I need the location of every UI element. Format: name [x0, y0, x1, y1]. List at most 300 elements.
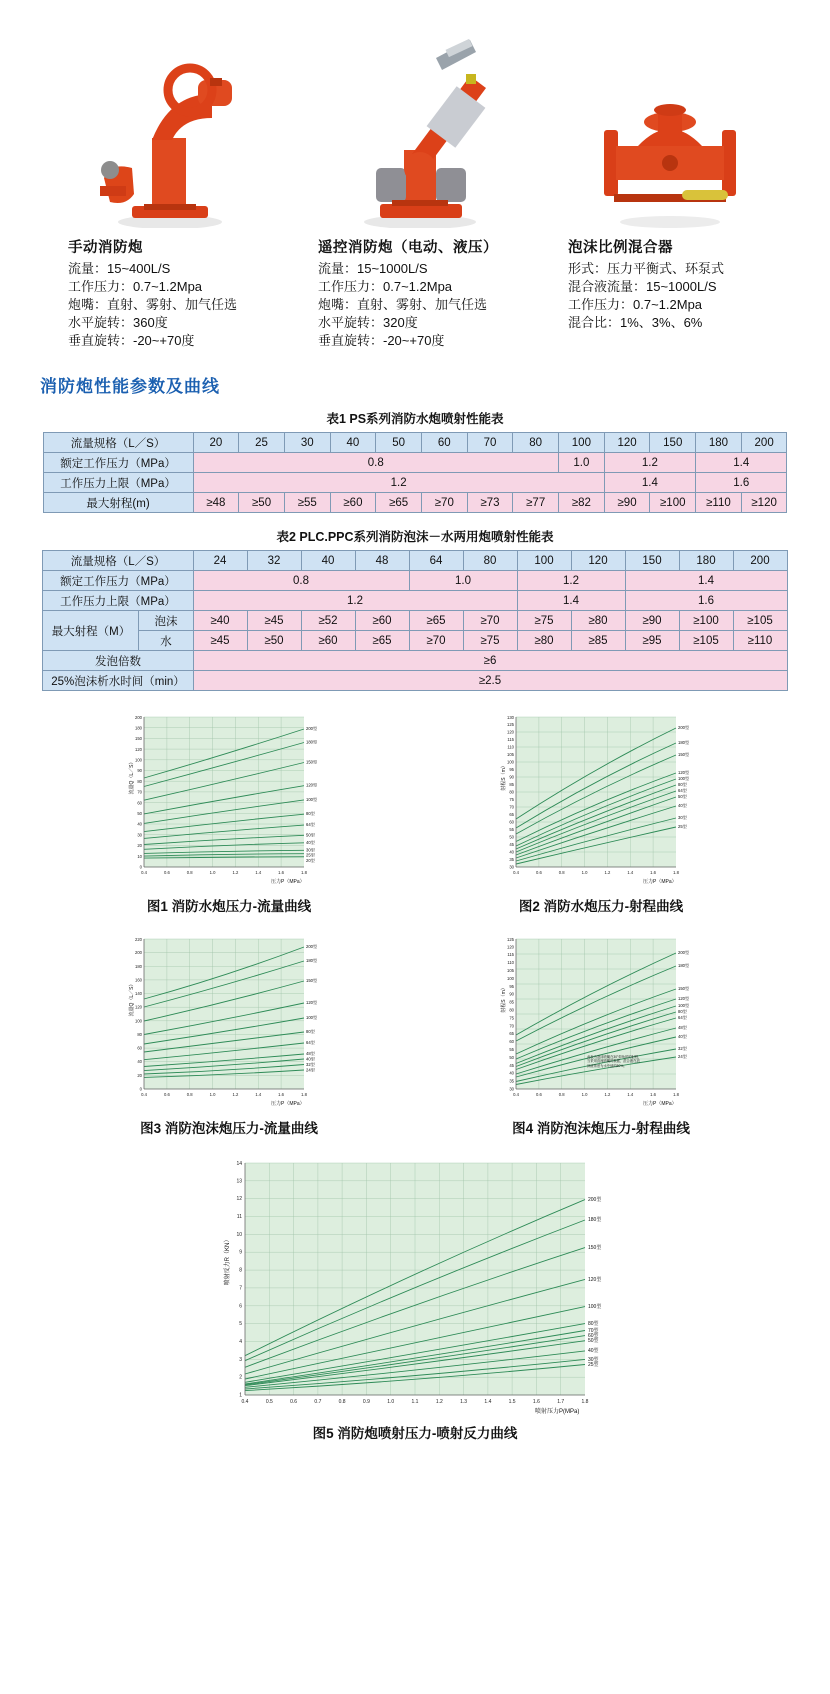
table-row — [43, 551, 787, 571]
row-label: 额定工作压力（MPa） — [43, 571, 193, 591]
svg-text:100型: 100型 — [678, 1003, 690, 1008]
svg-text:0.4: 0.4 — [513, 1092, 519, 1097]
cell: ≥48 — [193, 493, 239, 513]
cell: 50 — [376, 433, 422, 453]
cell: ≥60 — [301, 631, 355, 651]
svg-text:0.8: 0.8 — [338, 1399, 346, 1405]
svg-text:2: 2 — [239, 1374, 242, 1381]
svg-text:1.4: 1.4 — [484, 1399, 492, 1405]
svg-text:200: 200 — [135, 715, 142, 720]
fig3-series-labels — [306, 943, 317, 1073]
svg-text:80: 80 — [137, 1032, 142, 1037]
svg-text:110: 110 — [507, 744, 514, 750]
cell: 1.4 — [625, 571, 787, 591]
svg-text:105: 105 — [507, 968, 514, 973]
svg-text:25型: 25型 — [588, 1362, 599, 1368]
table2-caption: 表2 PLC.PPC系列消防泡沫－水两用炮喷射性能表 — [276, 530, 554, 544]
svg-text:10: 10 — [137, 853, 142, 859]
fig2-series-labels — [678, 724, 689, 829]
svg-text:4: 4 — [239, 1339, 242, 1345]
product-card-remote-monitor — [290, 18, 540, 350]
svg-text:35: 35 — [509, 1078, 514, 1084]
svg-text:40型: 40型 — [588, 1348, 599, 1354]
product-spec-list — [318, 260, 540, 350]
fig3-xlabel: 压力P（MPa） — [271, 1101, 305, 1107]
row-label: 流量规格（L／S） — [43, 551, 193, 571]
svg-text:0: 0 — [139, 1086, 142, 1092]
svg-text:0.4: 0.4 — [513, 870, 519, 875]
svg-text:80: 80 — [509, 1007, 514, 1013]
svg-text:125: 125 — [507, 722, 514, 727]
fig1-plot — [56, 707, 402, 892]
svg-text:1.3: 1.3 — [460, 1399, 468, 1405]
svg-text:32型: 32型 — [306, 1062, 315, 1067]
cell: 0.8 — [193, 453, 559, 473]
svg-text:0.7: 0.7 — [314, 1399, 322, 1405]
svg-text:120: 120 — [135, 746, 142, 752]
svg-text:0.6: 0.6 — [535, 1092, 542, 1097]
cell: ≥70 — [463, 611, 517, 631]
cell: ≥2.5 — [193, 671, 787, 691]
svg-text:150型: 150型 — [306, 759, 318, 765]
svg-text:0: 0 — [139, 864, 142, 870]
cell: ≥95 — [625, 631, 679, 651]
cell: 80 — [463, 551, 517, 571]
table-row — [43, 611, 787, 631]
svg-text:48型: 48型 — [678, 1025, 687, 1030]
cell: 40 — [301, 551, 355, 571]
svg-text:1: 1 — [239, 1392, 242, 1399]
svg-text:7: 7 — [239, 1285, 242, 1292]
cell: ≥65 — [355, 631, 409, 651]
svg-text:24型: 24型 — [306, 1067, 315, 1073]
svg-text:90: 90 — [509, 774, 514, 780]
cell: ≥75 — [463, 631, 517, 651]
cell: ≥80 — [517, 631, 571, 651]
spec-item: 混合比：1%、3%、6% — [568, 315, 703, 330]
table-row — [43, 591, 787, 611]
svg-text:115: 115 — [507, 737, 514, 742]
cell: ≥77 — [513, 493, 559, 513]
svg-text:200型: 200型 — [306, 726, 318, 731]
cell: ≥70 — [421, 493, 467, 513]
cell: 32 — [247, 551, 301, 571]
svg-text:180: 180 — [135, 963, 142, 969]
cell: ≥100 — [650, 493, 696, 513]
svg-text:30型: 30型 — [588, 1357, 599, 1363]
svg-text:200型: 200型 — [678, 725, 690, 730]
svg-text:70型: 70型 — [588, 1328, 599, 1334]
svg-text:180型: 180型 — [588, 1217, 602, 1223]
cell: 1.0 — [409, 571, 517, 591]
table-plc-ppc-series-performance — [42, 550, 787, 691]
svg-text:1.6: 1.6 — [650, 1092, 657, 1097]
svg-text:30: 30 — [509, 864, 514, 870]
cell: 1.0 — [559, 453, 605, 473]
chart-fig5 — [85, 1151, 745, 1442]
fig5-series-labels — [588, 1196, 601, 1368]
cell: 1.4 — [696, 453, 787, 473]
svg-text:95: 95 — [509, 983, 514, 989]
manual-fire-monitor-photo — [50, 18, 290, 228]
svg-text:80型: 80型 — [306, 811, 315, 817]
svg-text:150: 150 — [135, 736, 142, 742]
spec-item: 工作压力：0.7~1.2Mpa — [68, 279, 203, 294]
cell: 60 — [421, 433, 467, 453]
svg-text:55: 55 — [509, 827, 514, 832]
svg-text:64型: 64型 — [306, 822, 315, 828]
svg-text:100型: 100型 — [306, 796, 318, 802]
svg-text:25型: 25型 — [678, 824, 687, 829]
svg-text:220: 220 — [135, 937, 142, 942]
svg-text:0.8: 0.8 — [558, 1092, 565, 1097]
svg-text:50型: 50型 — [306, 832, 315, 838]
cell: 150 — [625, 551, 679, 571]
svg-text:65: 65 — [509, 812, 514, 817]
svg-text:10: 10 — [236, 1231, 242, 1238]
svg-text:180型: 180型 — [306, 958, 318, 963]
svg-text:80: 80 — [509, 789, 514, 795]
table-row — [43, 651, 787, 671]
svg-text:8: 8 — [239, 1267, 242, 1274]
cell: ≥110 — [696, 493, 742, 513]
cell: 25 — [239, 433, 285, 453]
svg-text:20型: 20型 — [306, 858, 315, 863]
table-row — [43, 433, 787, 453]
svg-text:100型: 100型 — [306, 1015, 318, 1020]
cell: 1.4 — [604, 473, 695, 493]
cell: ≥52 — [301, 611, 355, 631]
svg-text:130: 130 — [507, 715, 514, 720]
svg-text:150型: 150型 — [678, 986, 690, 991]
svg-text:30型: 30型 — [678, 815, 687, 820]
svg-text:20: 20 — [137, 843, 142, 849]
chart-row-2 — [35, 929, 795, 1147]
svg-text:14: 14 — [236, 1161, 242, 1167]
svg-text:0.4: 0.4 — [141, 1092, 147, 1097]
spec-item: 炮嘴：直射、雾射、加气任选 — [68, 297, 238, 312]
svg-text:80型: 80型 — [678, 782, 687, 787]
svg-text:64型: 64型 — [678, 1015, 687, 1020]
svg-text:90: 90 — [509, 991, 514, 997]
fig5-xlabel: 喷射压力P(MPa) — [535, 1409, 580, 1415]
svg-text:3: 3 — [239, 1356, 242, 1363]
svg-text:1.6: 1.6 — [532, 1399, 540, 1405]
svg-text:1.8: 1.8 — [673, 1092, 679, 1097]
table-row — [43, 571, 787, 591]
row-label: 额定工作压力（MPa） — [43, 453, 193, 473]
svg-text:11: 11 — [236, 1214, 242, 1220]
cell: 1.6 — [696, 473, 787, 493]
cell: ≥90 — [625, 611, 679, 631]
svg-text:160: 160 — [135, 977, 142, 983]
svg-text:120: 120 — [507, 729, 514, 735]
fig3-plot — [56, 929, 402, 1114]
svg-text:200型: 200型 — [306, 944, 318, 949]
svg-text:50: 50 — [509, 834, 514, 840]
cell: ≥40 — [193, 611, 247, 631]
svg-text:60: 60 — [509, 1039, 514, 1045]
svg-text:30: 30 — [137, 832, 142, 838]
svg-text:40型: 40型 — [306, 1056, 315, 1062]
cell: 48 — [355, 551, 409, 571]
svg-text:105: 105 — [507, 752, 514, 757]
fig3-title: 图3 消防泡沫炮压力-流量曲线 — [140, 1121, 318, 1136]
cell: 150 — [650, 433, 696, 453]
svg-text:120型: 120型 — [306, 1000, 318, 1005]
svg-text:50: 50 — [137, 811, 142, 816]
svg-text:64型: 64型 — [306, 1040, 315, 1045]
svg-text:1.0: 1.0 — [209, 870, 216, 875]
cell: ≥60 — [330, 493, 376, 513]
svg-text:6: 6 — [239, 1303, 242, 1310]
table1-caption: 表1 PS系列消防水炮喷射性能表 — [326, 412, 504, 426]
cell: 1.2 — [517, 571, 625, 591]
svg-text:1.5: 1.5 — [508, 1399, 516, 1405]
svg-text:1.2: 1.2 — [604, 870, 611, 875]
cell: ≥90 — [604, 493, 650, 513]
spec-item: 工作压力：0.7~1.2Mpa — [318, 279, 453, 294]
svg-text:40型: 40型 — [678, 1034, 687, 1039]
cell: 30 — [284, 433, 330, 453]
fig4-series-labels — [678, 949, 689, 1059]
svg-text:1.4: 1.4 — [627, 1092, 634, 1097]
svg-text:40: 40 — [137, 821, 142, 827]
foam-proportioner-photo — [550, 18, 790, 228]
cell: 200 — [741, 433, 787, 453]
svg-text:50: 50 — [509, 1054, 514, 1060]
svg-text:30型: 30型 — [306, 847, 315, 853]
cell: ≥60 — [355, 611, 409, 631]
svg-text:0.8: 0.8 — [558, 870, 565, 875]
table-ps-series-performance — [43, 432, 788, 513]
spec-item: 流量：15~1000L/S — [318, 261, 428, 276]
svg-text:120型: 120型 — [678, 996, 690, 1001]
svg-text:1.8: 1.8 — [673, 870, 679, 875]
cell: ≥80 — [571, 611, 625, 631]
svg-text:1.4: 1.4 — [255, 870, 262, 875]
svg-text:45: 45 — [509, 842, 514, 847]
cell: 1.6 — [625, 591, 787, 611]
svg-text:70: 70 — [137, 789, 142, 795]
fig2-plot — [428, 707, 774, 892]
section-heading: 消防炮性能参数及曲线 — [40, 377, 220, 396]
product-title: 手动消防炮 — [68, 240, 143, 256]
cell: 100 — [517, 551, 571, 571]
cell: 1.2 — [193, 473, 604, 493]
svg-text:0.8: 0.8 — [186, 1092, 193, 1097]
spec-item: 炮嘴：直射、雾射、加气任选 — [318, 297, 488, 312]
svg-text:120: 120 — [507, 944, 514, 950]
row-label: 流量规格（L／S） — [43, 433, 193, 453]
svg-text:20: 20 — [137, 1072, 142, 1078]
fig4-plot — [428, 929, 774, 1114]
cell: 20 — [193, 433, 239, 453]
spec-item: 垂直旋转：-20~+70度 — [318, 333, 445, 348]
product-spec-list — [68, 260, 290, 350]
svg-text:0.6: 0.6 — [163, 870, 170, 875]
svg-text:1.7: 1.7 — [557, 1399, 565, 1405]
cell: ≥110 — [733, 631, 787, 651]
svg-text:1.8: 1.8 — [581, 1399, 589, 1405]
svg-text:55: 55 — [509, 1047, 514, 1052]
fig2-xlabel: 压力P（MPa） — [643, 879, 677, 885]
svg-text:90: 90 — [137, 768, 142, 774]
cell: ≥105 — [679, 631, 733, 651]
row-label: 工作压力上限（MPa） — [43, 591, 193, 611]
svg-text:24型: 24型 — [678, 1054, 687, 1059]
svg-text:150型: 150型 — [306, 978, 318, 983]
cell: 40 — [330, 433, 376, 453]
svg-text:5: 5 — [239, 1321, 242, 1328]
cell: 120 — [604, 433, 650, 453]
svg-text:50型: 50型 — [588, 1338, 599, 1344]
row-sublabel-water: 水 — [139, 631, 193, 651]
svg-text:70: 70 — [509, 804, 514, 810]
fig1-ylabel: 流量Q（L／S） — [129, 759, 135, 795]
cell: 180 — [679, 551, 733, 571]
cell: ≥65 — [376, 493, 422, 513]
cell: 1.2 — [604, 453, 695, 473]
svg-text:110: 110 — [507, 960, 514, 966]
fig1-title: 图1 消防水炮压力-流量曲线 — [146, 899, 312, 914]
spec-item: 流量：15~400L/S — [68, 261, 171, 276]
svg-text:1.2: 1.2 — [604, 1092, 611, 1097]
cell: 120 — [571, 551, 625, 571]
svg-text:40: 40 — [137, 1059, 142, 1065]
chart-row-1 — [35, 707, 795, 925]
cell: 180 — [696, 433, 742, 453]
svg-text:80型: 80型 — [678, 1009, 687, 1014]
svg-text:1.4: 1.4 — [255, 1092, 262, 1097]
svg-text:80型: 80型 — [588, 1321, 599, 1327]
svg-text:120型: 120型 — [678, 770, 690, 775]
cell: 70 — [467, 433, 513, 453]
fig1-series-labels — [306, 725, 317, 863]
spec-item: 水平旋转：320度 — [318, 315, 418, 330]
svg-text:1.6: 1.6 — [650, 870, 657, 875]
row-label-drain-time: 25%泡沫析水时间（min） — [43, 671, 193, 691]
svg-text:1.2: 1.2 — [232, 870, 239, 875]
product-card-foam-proportioner — [540, 18, 790, 350]
svg-text:1.4: 1.4 — [627, 870, 634, 875]
svg-text:1.0: 1.0 — [209, 1092, 216, 1097]
svg-text:0.6: 0.6 — [163, 1092, 170, 1097]
fig4-ylabel: 射程S（m） — [501, 985, 507, 1013]
svg-text:120型: 120型 — [306, 782, 318, 788]
svg-text:95: 95 — [509, 767, 514, 772]
cell: 1.4 — [517, 591, 625, 611]
row-sublabel-foam: 泡沫 — [139, 611, 193, 631]
svg-text:1.8: 1.8 — [301, 1092, 307, 1097]
svg-text:60: 60 — [137, 800, 142, 806]
product-gallery — [0, 0, 830, 350]
fig4-xlabel: 压力P（MPa） — [643, 1101, 677, 1107]
fig5-title: 图5 消防炮喷射压力-喷射反力曲线 — [312, 1426, 518, 1441]
svg-text:48型: 48型 — [306, 1051, 315, 1056]
svg-text:0.8: 0.8 — [186, 870, 193, 875]
svg-text:100型: 100型 — [678, 776, 690, 781]
cell: ≥120 — [741, 493, 787, 513]
cell: ≥6 — [193, 651, 787, 671]
svg-text:0.9: 0.9 — [362, 1399, 370, 1405]
svg-text:180型: 180型 — [678, 963, 690, 968]
spec-item: 水平旋转：360度 — [68, 315, 168, 330]
svg-text:120型: 120型 — [588, 1277, 602, 1283]
svg-text:9: 9 — [239, 1249, 242, 1256]
cell: 64 — [409, 551, 463, 571]
svg-text:75: 75 — [509, 797, 514, 802]
cell: ≥100 — [679, 611, 733, 631]
svg-text:1.6: 1.6 — [278, 1092, 285, 1097]
svg-text:1.0: 1.0 — [387, 1399, 395, 1405]
chart-fig3 — [56, 929, 402, 1147]
svg-text:200型: 200型 — [678, 950, 690, 955]
cell: ≥45 — [247, 611, 301, 631]
svg-text:65: 65 — [509, 1031, 514, 1037]
svg-text:120: 120 — [135, 1004, 142, 1010]
row-label: 最大射程(m) — [43, 493, 193, 513]
fig3-ylabel: 流量Q（L／S） — [129, 981, 135, 1017]
svg-text:1.2: 1.2 — [435, 1399, 443, 1405]
svg-text:125: 125 — [507, 937, 514, 942]
spec-item: 形式：压力平衡式、环泵式 — [568, 261, 725, 276]
table-row — [43, 631, 787, 651]
svg-text:60: 60 — [509, 819, 514, 825]
svg-text:70: 70 — [509, 1023, 514, 1029]
svg-text:35: 35 — [509, 857, 514, 862]
svg-text:60: 60 — [137, 1045, 142, 1051]
cell: ≥70 — [409, 631, 463, 651]
svg-text:140: 140 — [135, 991, 142, 997]
svg-text:60型: 60型 — [588, 1333, 599, 1339]
product-spec-list — [568, 260, 790, 332]
svg-text:40: 40 — [509, 849, 514, 855]
svg-text:64型: 64型 — [678, 788, 687, 793]
row-label-range: 最大射程（M） — [43, 611, 139, 651]
svg-text:100: 100 — [507, 759, 514, 765]
cell: ≥55 — [284, 493, 330, 513]
cell: ≥45 — [193, 631, 247, 651]
svg-text:200: 200 — [135, 950, 142, 956]
svg-text:12: 12 — [236, 1196, 242, 1203]
cell: ≥73 — [467, 493, 513, 513]
table-row — [43, 493, 787, 513]
cell: 100 — [559, 433, 605, 453]
svg-text:200型: 200型 — [588, 1197, 602, 1203]
svg-text:40: 40 — [509, 1070, 514, 1076]
fig5-plot — [85, 1151, 745, 1419]
svg-text:180: 180 — [135, 725, 142, 731]
product-title: 泡沫比例混合器 — [568, 240, 673, 256]
svg-text:50型: 50型 — [678, 794, 687, 799]
cell: ≥50 — [247, 631, 301, 651]
svg-text:85: 85 — [509, 999, 514, 1005]
product-title: 遥控消防炮（电动、液压） — [318, 240, 498, 256]
chart-fig1 — [56, 707, 402, 925]
fig5-ylabel: 喷射反力R（KN） — [225, 1236, 231, 1286]
cell: ≥82 — [559, 493, 605, 513]
remote-fire-monitor-photo — [300, 18, 540, 228]
cell: ≥105 — [733, 611, 787, 631]
svg-text:180型: 180型 — [678, 740, 690, 745]
svg-text:0.4: 0.4 — [141, 870, 147, 875]
table-row — [43, 473, 787, 493]
fig2-title: 图2 消防水炮压力-射程曲线 — [518, 899, 684, 914]
product-card-manual-monitor — [40, 18, 290, 350]
fig4-title: 图4 消防泡沫炮压力-射程曲线 — [512, 1121, 690, 1136]
svg-text:1.1: 1.1 — [411, 1399, 419, 1405]
